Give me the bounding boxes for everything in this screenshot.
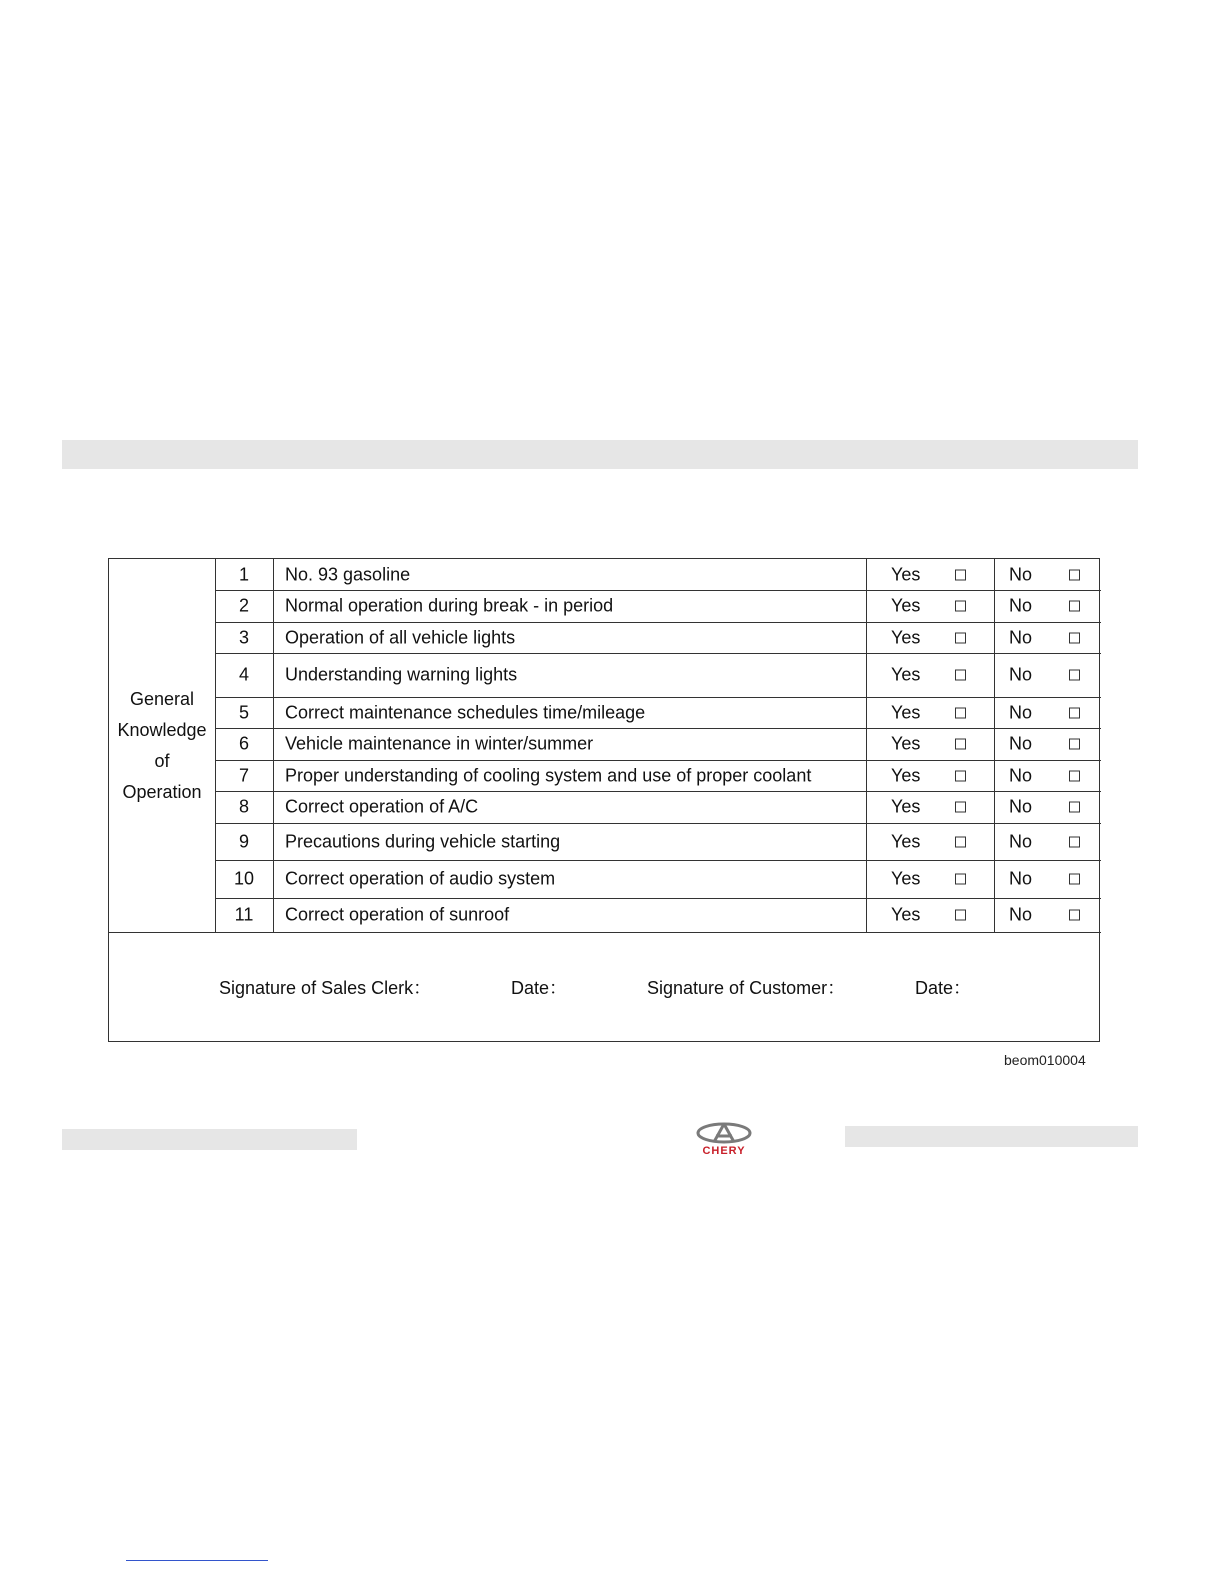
no-label: No	[1009, 796, 1033, 817]
header-shade-bar	[62, 440, 1138, 469]
yes-label: Yes	[891, 831, 921, 851]
row-divider	[215, 791, 1101, 792]
item-text: Correct operation of audio system	[285, 868, 556, 889]
yes-label: Yes	[891, 702, 921, 722]
yes-label: Yes	[891, 868, 921, 889]
no-label: No	[1009, 595, 1033, 616]
no-label: No	[1009, 564, 1033, 584]
yes-label: Yes	[891, 765, 921, 785]
yes-checkbox[interactable]	[955, 739, 966, 750]
footer-shade-bar-left	[62, 1129, 357, 1150]
date-label: Date：	[915, 978, 972, 998]
no-checkbox[interactable]	[1069, 910, 1080, 921]
no-checkbox[interactable]	[1069, 707, 1080, 718]
yes-checkbox[interactable]	[955, 632, 966, 643]
row-divider	[215, 697, 1101, 698]
no-label: No	[1009, 627, 1033, 647]
yes-checkbox[interactable]	[955, 836, 966, 847]
signature-divider	[109, 932, 1101, 933]
category-line: Operation	[122, 781, 202, 802]
no-checkbox[interactable]	[1069, 601, 1080, 612]
no-label: No	[1009, 733, 1033, 754]
row-divider	[215, 622, 1101, 623]
yes-checkbox[interactable]	[955, 569, 966, 580]
no-checkbox[interactable]	[1069, 670, 1080, 681]
row-divider	[215, 590, 1101, 591]
yes-label: Yes	[891, 595, 921, 616]
category-line: General	[129, 688, 195, 709]
item-number: 3	[238, 627, 249, 647]
item-number: 4	[238, 664, 249, 685]
no-label: No	[1009, 765, 1033, 785]
item-text: Correct maintenance schedules time/mileage	[285, 702, 646, 722]
item-text: Proper understanding of cooling system and use of proper coolant	[285, 765, 812, 785]
logo-wordmark: CHERY	[702, 1145, 746, 1157]
yes-label: Yes	[891, 796, 921, 817]
operation-checklist-form	[108, 558, 1100, 1042]
grid-divider	[866, 559, 867, 932]
no-checkbox[interactable]	[1069, 632, 1080, 643]
item-text: Normal operation during break - in period	[285, 595, 614, 616]
item-number: 11	[234, 904, 254, 925]
no-checkbox[interactable]	[1069, 874, 1080, 885]
row-divider	[215, 653, 1101, 654]
item-text: Operation of all vehicle lights	[285, 627, 516, 647]
no-checkbox[interactable]	[1069, 836, 1080, 847]
category-line: of	[154, 750, 170, 771]
yes-label: Yes	[891, 627, 921, 647]
item-number: 10	[233, 868, 255, 889]
item-text: No. 93 gasoline	[285, 564, 411, 584]
no-label: No	[1009, 664, 1033, 685]
chery-emblem-icon	[692, 1122, 756, 1146]
item-text: Understanding warning lights	[285, 664, 518, 685]
item-text: Correct operation of A/C	[285, 796, 479, 817]
yes-label: Yes	[891, 564, 921, 584]
item-number: 8	[238, 796, 249, 817]
no-label: No	[1009, 702, 1033, 722]
row-divider	[215, 823, 1101, 824]
no-checkbox[interactable]	[1069, 802, 1080, 813]
row-divider	[215, 860, 1101, 861]
yes-checkbox[interactable]	[955, 802, 966, 813]
no-checkbox[interactable]	[1069, 569, 1080, 580]
sales-clerk-signature-label: Signature of Sales Clerk：	[219, 978, 432, 998]
row-divider	[215, 760, 1101, 761]
no-label: No	[1009, 831, 1033, 851]
item-text: Correct operation of sunroof	[285, 904, 510, 925]
yes-checkbox[interactable]	[955, 601, 966, 612]
item-text: Precautions during vehicle starting	[285, 831, 561, 851]
no-checkbox[interactable]	[1069, 770, 1080, 781]
no-label: No	[1009, 868, 1033, 889]
yes-label: Yes	[891, 733, 921, 754]
category-label	[109, 559, 215, 932]
item-number: 6	[238, 733, 249, 754]
yes-checkbox[interactable]	[955, 770, 966, 781]
chery-logo	[692, 1122, 756, 1160]
item-number: 5	[238, 702, 249, 722]
item-number: 1	[238, 564, 249, 584]
date-label: Date：	[511, 978, 568, 998]
no-checkbox[interactable]	[1069, 739, 1080, 750]
footer-link-underline	[126, 1560, 268, 1561]
figure-code: beom010004	[1004, 1052, 1086, 1068]
item-number: 2	[238, 595, 249, 616]
category-line: Knowledge	[117, 719, 207, 740]
yes-label: Yes	[891, 664, 921, 685]
footer-shade-bar-right	[845, 1126, 1138, 1147]
row-divider	[215, 728, 1101, 729]
row-divider	[215, 898, 1101, 899]
yes-checkbox[interactable]	[955, 670, 966, 681]
item-number: 7	[238, 765, 249, 785]
customer-signature-label: Signature of Customer：	[647, 978, 846, 998]
no-label: No	[1009, 904, 1033, 925]
yes-label: Yes	[891, 904, 921, 925]
yes-checkbox[interactable]	[955, 910, 966, 921]
yes-checkbox[interactable]	[955, 707, 966, 718]
grid-divider	[994, 559, 995, 932]
item-number: 9	[238, 831, 249, 851]
yes-checkbox[interactable]	[955, 874, 966, 885]
grid-divider	[273, 559, 274, 932]
item-text: Vehicle maintenance in winter/summer	[285, 733, 594, 754]
